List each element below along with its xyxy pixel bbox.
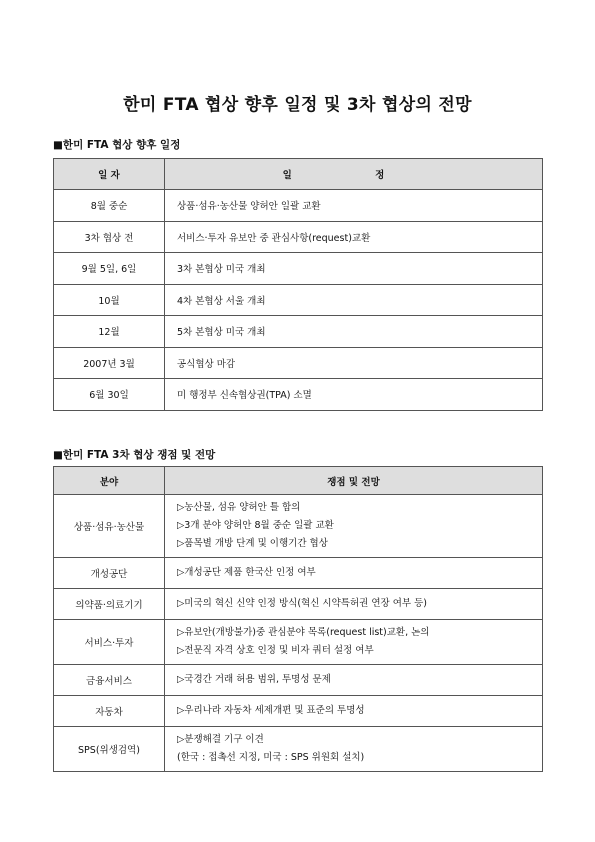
schedule-cell: 서비스·투자 유보안 중 관심사항(request)교환 (165, 221, 543, 253)
issues-cell (165, 558, 543, 589)
schedule-cell: 4차 본협상 서울 개최 (165, 284, 543, 316)
table-row (54, 589, 543, 620)
field-cell: 의약품·의료기기 (54, 589, 165, 620)
table-header-row (54, 159, 543, 190)
schedule-table (53, 158, 543, 411)
table-row (54, 284, 543, 316)
issue-line: ▷개성공단 제품 한국산 인정 여부 (177, 567, 316, 578)
schedule-cell: 상품·섬유·농산물 양허안 일괄 교환 (165, 190, 543, 222)
date-cell: 3차 협상 전 (54, 221, 165, 253)
column-header-field: 분야 (54, 467, 165, 495)
issues-cell (165, 727, 543, 772)
issues-cell (165, 620, 543, 665)
schedule-cell: 미 행정부 신속협상권(TPA) 소멸 (165, 379, 543, 411)
issues-section-heading: ■한미 FTA 3차 협상 쟁점 및 전망 (53, 449, 216, 461)
field-cell: 개성공단 (54, 558, 165, 589)
table-row (54, 696, 543, 727)
table-row (54, 665, 543, 696)
table-row (54, 495, 543, 558)
issue-line: ▷우리나라 자동차 세제개편 및 표준의 투명성 (177, 705, 365, 716)
issues-table (53, 466, 543, 772)
date-cell: 2007년 3월 (54, 347, 165, 379)
column-header-date: 일 자 (54, 159, 165, 190)
issues-cell (165, 589, 543, 620)
issue-line: ▷농산물, 섬유 양허안 틀 합의 (177, 502, 301, 513)
table-row (54, 347, 543, 379)
page-title: 한미 FTA 협상 향후 일정 및 3차 협상의 전망 (123, 95, 472, 115)
issue-line: ▷품목별 개방 단계 및 이행기간 협상 (177, 538, 328, 549)
table-row (54, 253, 543, 285)
issue-line: ▷유보안(개방불가)중 관심분야 목록(request list)교환, 논의 (177, 627, 430, 638)
issue-line: ▷전문직 자격 상호 인정 및 비자 쿼터 설정 여부 (177, 645, 374, 656)
issue-line: ▷미국의 혁신 신약 인정 방식(혁신 시약특허권 연장 여부 등) (177, 598, 427, 609)
column-header-issues: 쟁점 및 전망 (165, 467, 543, 495)
field-cell: 상품·섬유·농산물 (54, 495, 165, 558)
table-row (54, 620, 543, 665)
date-cell: 9월 5일, 6일 (54, 253, 165, 285)
date-cell: 10월 (54, 284, 165, 316)
field-cell: 자동차 (54, 696, 165, 727)
issues-cell (165, 495, 543, 558)
table-row (54, 190, 543, 222)
issue-line: ▷분쟁해결 기구 이견 (177, 734, 264, 745)
issue-line: ▷3개 분야 양허안 8월 중순 일괄 교환 (177, 520, 334, 531)
field-cell: SPS(위생검역) (54, 727, 165, 772)
schedule-cell: 3차 본협상 미국 개최 (165, 253, 543, 285)
field-cell: 금융서비스 (54, 665, 165, 696)
column-header-schedule: 일 정 (165, 159, 543, 190)
schedule-section-heading: ■한미 FTA 협상 향후 일정 (53, 139, 181, 151)
table-row (54, 727, 543, 772)
table-row (54, 379, 543, 411)
date-cell: 8월 중순 (54, 190, 165, 222)
issues-cell (165, 665, 543, 696)
issue-line: ▷국경간 거래 허용 범위, 투명성 문제 (177, 674, 331, 685)
field-cell: 서비스·투자 (54, 620, 165, 665)
date-cell: 6월 30일 (54, 379, 165, 411)
issue-line: (한국 : 접촉선 지정, 미국 : SPS 위원회 설치) (177, 752, 365, 763)
table-row (54, 221, 543, 253)
date-cell: 12월 (54, 316, 165, 348)
table-header-row (54, 467, 543, 495)
issues-cell (165, 696, 543, 727)
schedule-cell: 5차 본협상 미국 개최 (165, 316, 543, 348)
schedule-cell: 공식협상 마감 (165, 347, 543, 379)
table-row (54, 316, 543, 348)
table-row (54, 558, 543, 589)
